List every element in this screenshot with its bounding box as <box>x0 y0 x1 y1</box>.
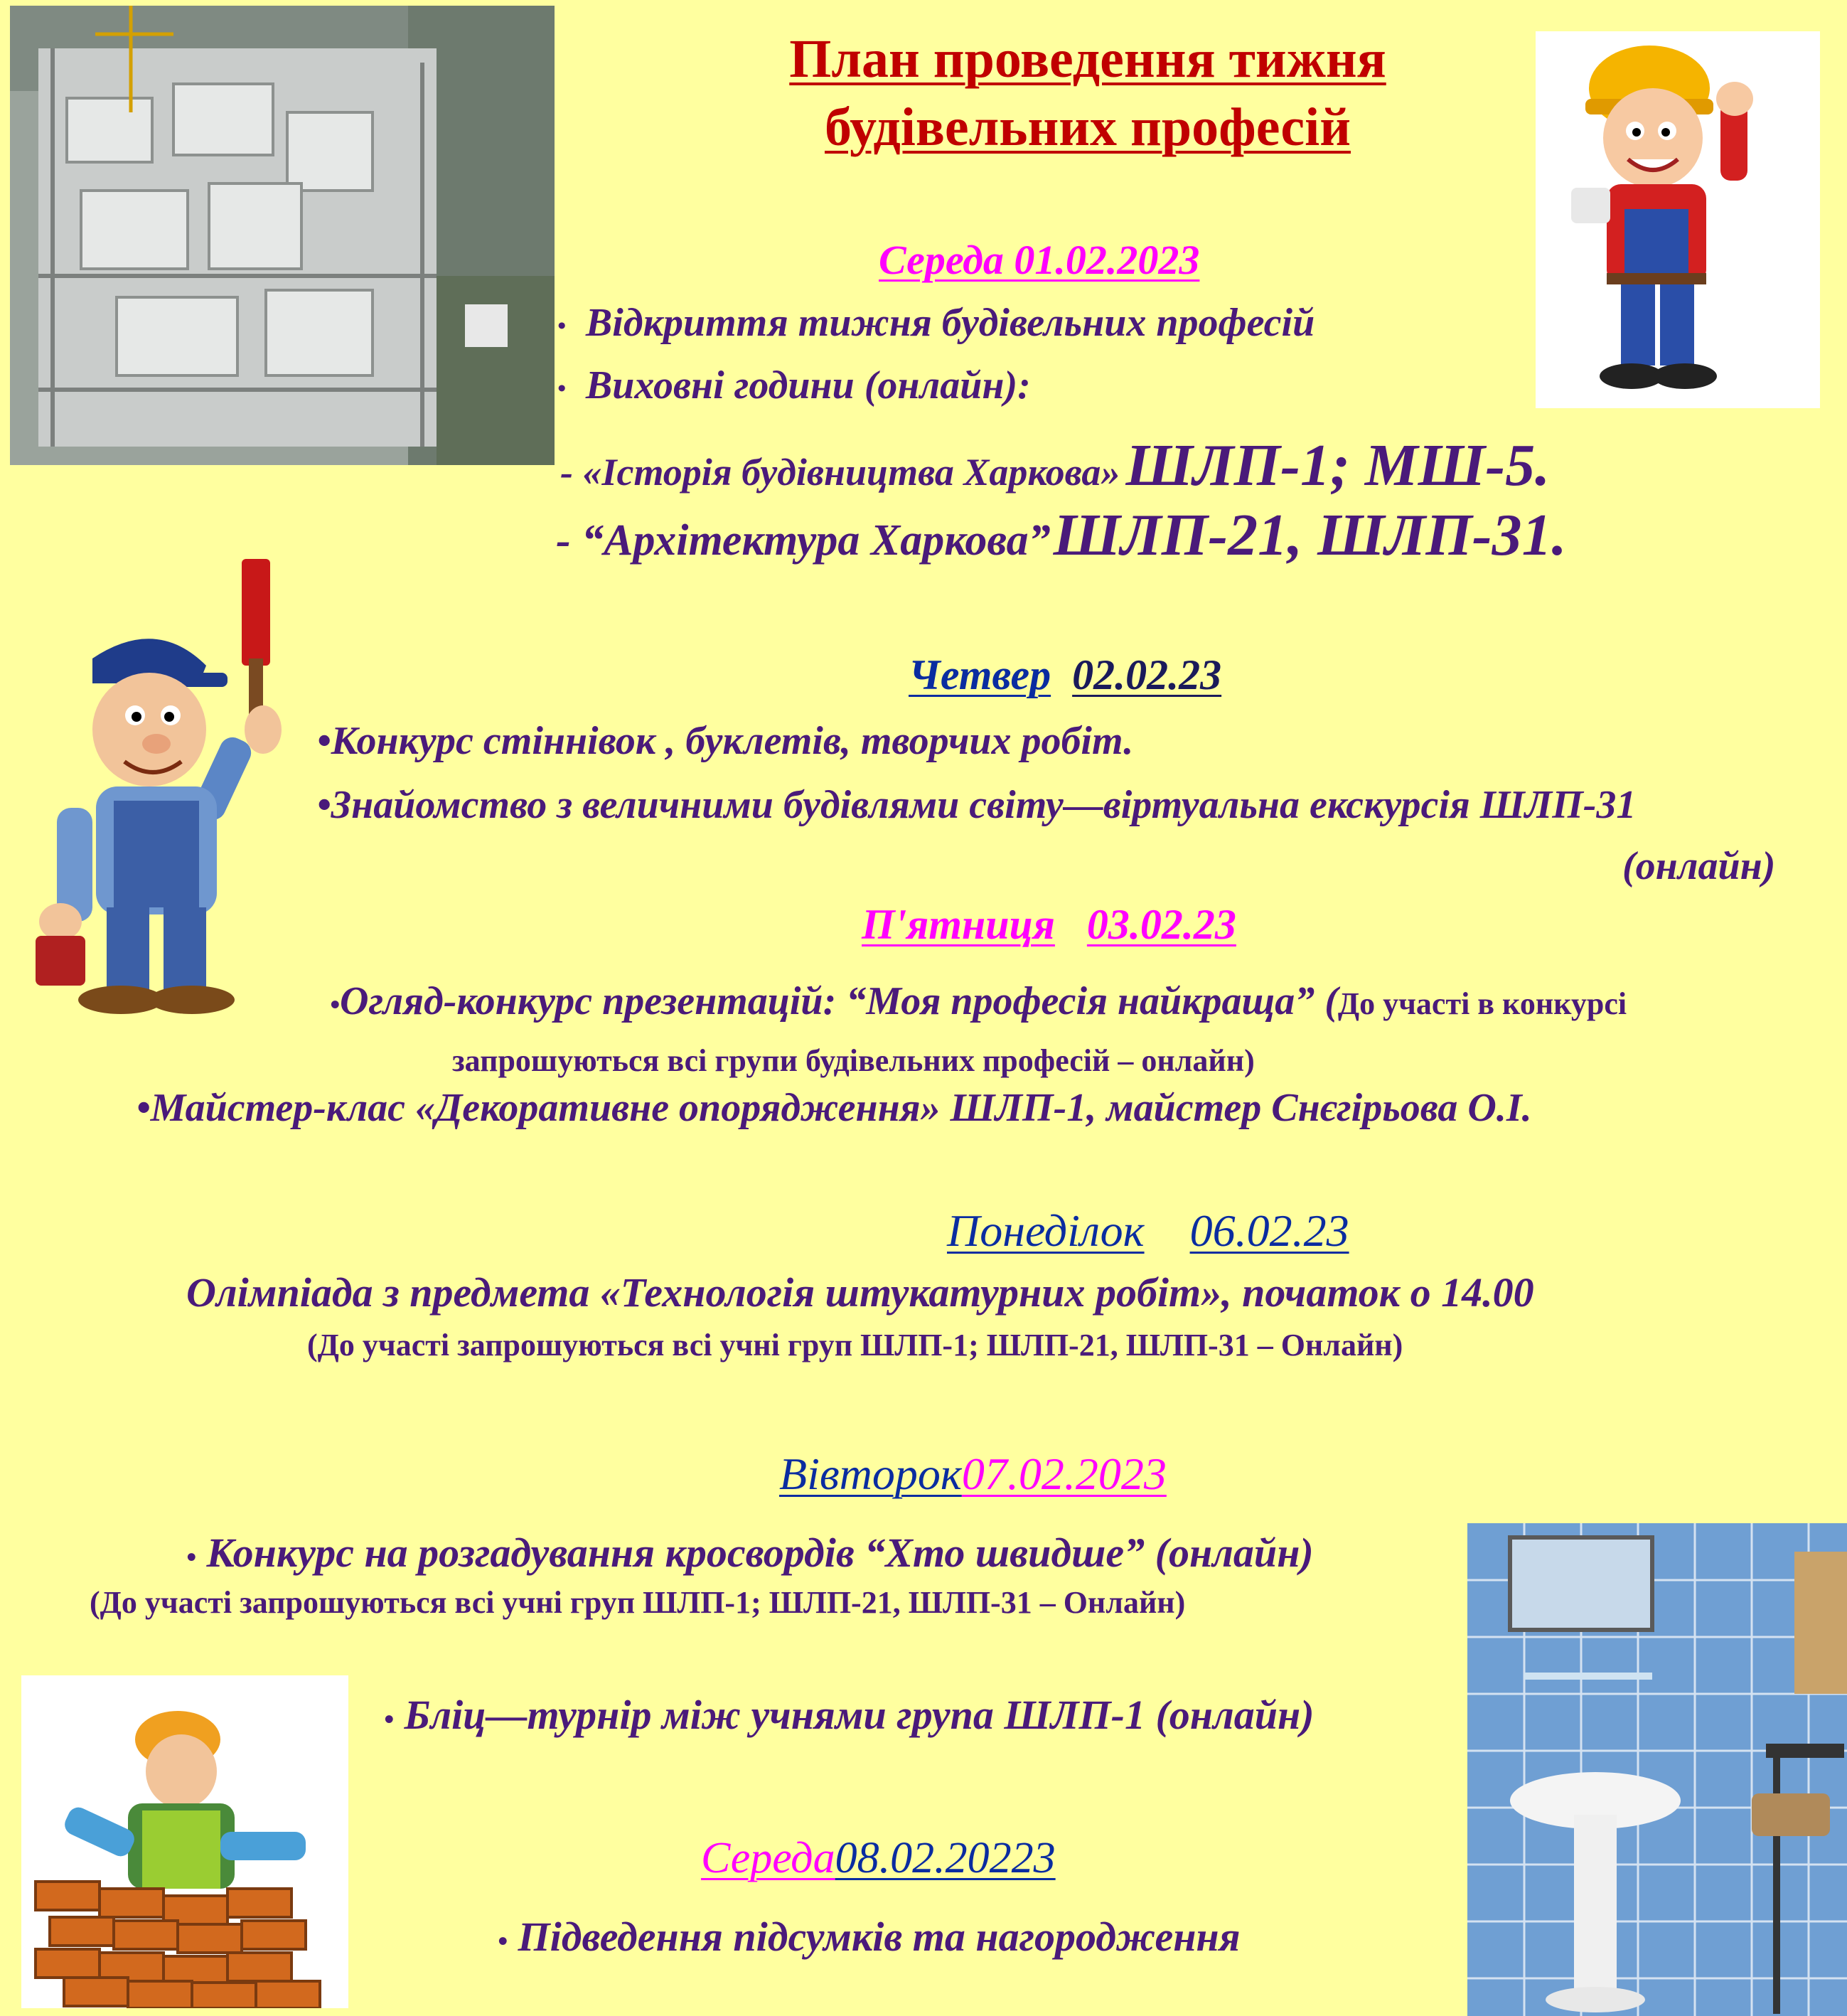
list-item <box>384 1691 1315 1739</box>
list-item <box>557 300 1315 346</box>
list-item-note: (До участі запрошуються всі учні груп ШЛП-1; ШЛП-21, ШЛП-31 – Онлайн) <box>90 1585 1186 1620</box>
bathroom-tiles-photo <box>1467 1523 1847 2016</box>
day-name: Четвер <box>909 651 1051 698</box>
bullet: • <box>557 375 566 402</box>
item-groups: ШЛП-21, ШЛП-31. <box>1053 502 1567 568</box>
bullet: • <box>186 1541 197 1573</box>
list-item <box>136 1085 1532 1131</box>
day-name: Вівторок <box>779 1449 962 1499</box>
list-item <box>317 718 1133 764</box>
bullet: • <box>384 1703 395 1735</box>
item-groups: ШЛП-1; МШ-5. <box>1125 432 1551 498</box>
item-text: Виховні години (онлайн): <box>585 363 1031 407</box>
painter-illustration <box>28 559 299 1014</box>
list-item <box>556 501 1567 570</box>
item-text: Відкриття тижня будівельних професій <box>585 301 1315 345</box>
item-text: Огляд-конкурс презентацій: “Моя професія найкраща” ( <box>340 979 1338 1023</box>
day-name: П'ятниця <box>862 901 1055 948</box>
day-heading-wednesday-1: Середа 01.02.2023 <box>879 237 1200 283</box>
page-title-line-1: План проведення тижня <box>789 29 1386 89</box>
bullet: • <box>330 988 341 1020</box>
list-item <box>330 978 1627 1024</box>
page-title-line-2: будівельних професій <box>825 97 1351 157</box>
day-heading-monday <box>947 1205 1349 1257</box>
day-name: Середа <box>701 1834 835 1882</box>
day-heading-friday <box>862 900 1236 949</box>
day-heading-thursday <box>909 651 1221 700</box>
day-heading-tuesday <box>779 1448 1167 1500</box>
list-item <box>317 782 1636 828</box>
item-text: Конкурс на розгадування кросвордів “Хто швидше” (онлайн) <box>206 1530 1314 1576</box>
item-text: Знайомство з величними будівлями світу—віртуальна екскурсія ШЛП-31 <box>331 783 1637 827</box>
list-item: Олімпіада з предмета «Технологія штукатурних робіт», початок о 14.00 <box>186 1269 1534 1316</box>
item-text: - “Архітектура Харкова” <box>556 516 1051 565</box>
item-text: Конкурс стіннівок , буклетів, творчих робіт. <box>331 719 1134 763</box>
bullet: • <box>317 719 331 763</box>
item-text: Майстер-клас «Декоративне опорядження» ШЛП-1, майстер Снєгірьова О.І. <box>150 1086 1532 1130</box>
list-item <box>186 1529 1314 1577</box>
day-date: 03.02.23 <box>1086 901 1236 948</box>
day-date: 08.02.20223 <box>835 1834 1056 1882</box>
item-text: Підведення підсумків та нагородження <box>518 1914 1241 1960</box>
day-date: 06.02.23 <box>1189 1205 1349 1256</box>
day-date: 07.02.2023 <box>961 1449 1167 1499</box>
item-note: До участі в конкурсі <box>1337 986 1627 1021</box>
list-item <box>557 363 1031 408</box>
list-item <box>498 1913 1240 1961</box>
item-text: Бліц—турнір між учнями група ШЛП-1 (онлайн) <box>404 1692 1315 1738</box>
list-item-continuation: запрошуються всі групи будівельних професій – онлайн) <box>452 1043 1255 1078</box>
day-heading-wednesday-2 <box>701 1833 1056 1884</box>
item-text: - «Історія будівництва Харкова» <box>560 451 1120 494</box>
bullet: • <box>498 1925 508 1957</box>
bullet: • <box>557 313 566 340</box>
bricklayer-illustration <box>21 1675 348 2008</box>
day-name: Понеділок <box>947 1205 1145 1256</box>
list-item-note: (До участі запрошуються всі учні груп ШЛП-1; ШЛП-21, ШЛП-31 – Онлайн) <box>307 1328 1403 1362</box>
bullet: • <box>317 783 331 827</box>
bullet: • <box>136 1086 151 1130</box>
list-item-continuation: (онлайн) <box>1622 844 1776 888</box>
list-item <box>560 431 1550 500</box>
day-date: 02.02.23 <box>1072 651 1222 698</box>
